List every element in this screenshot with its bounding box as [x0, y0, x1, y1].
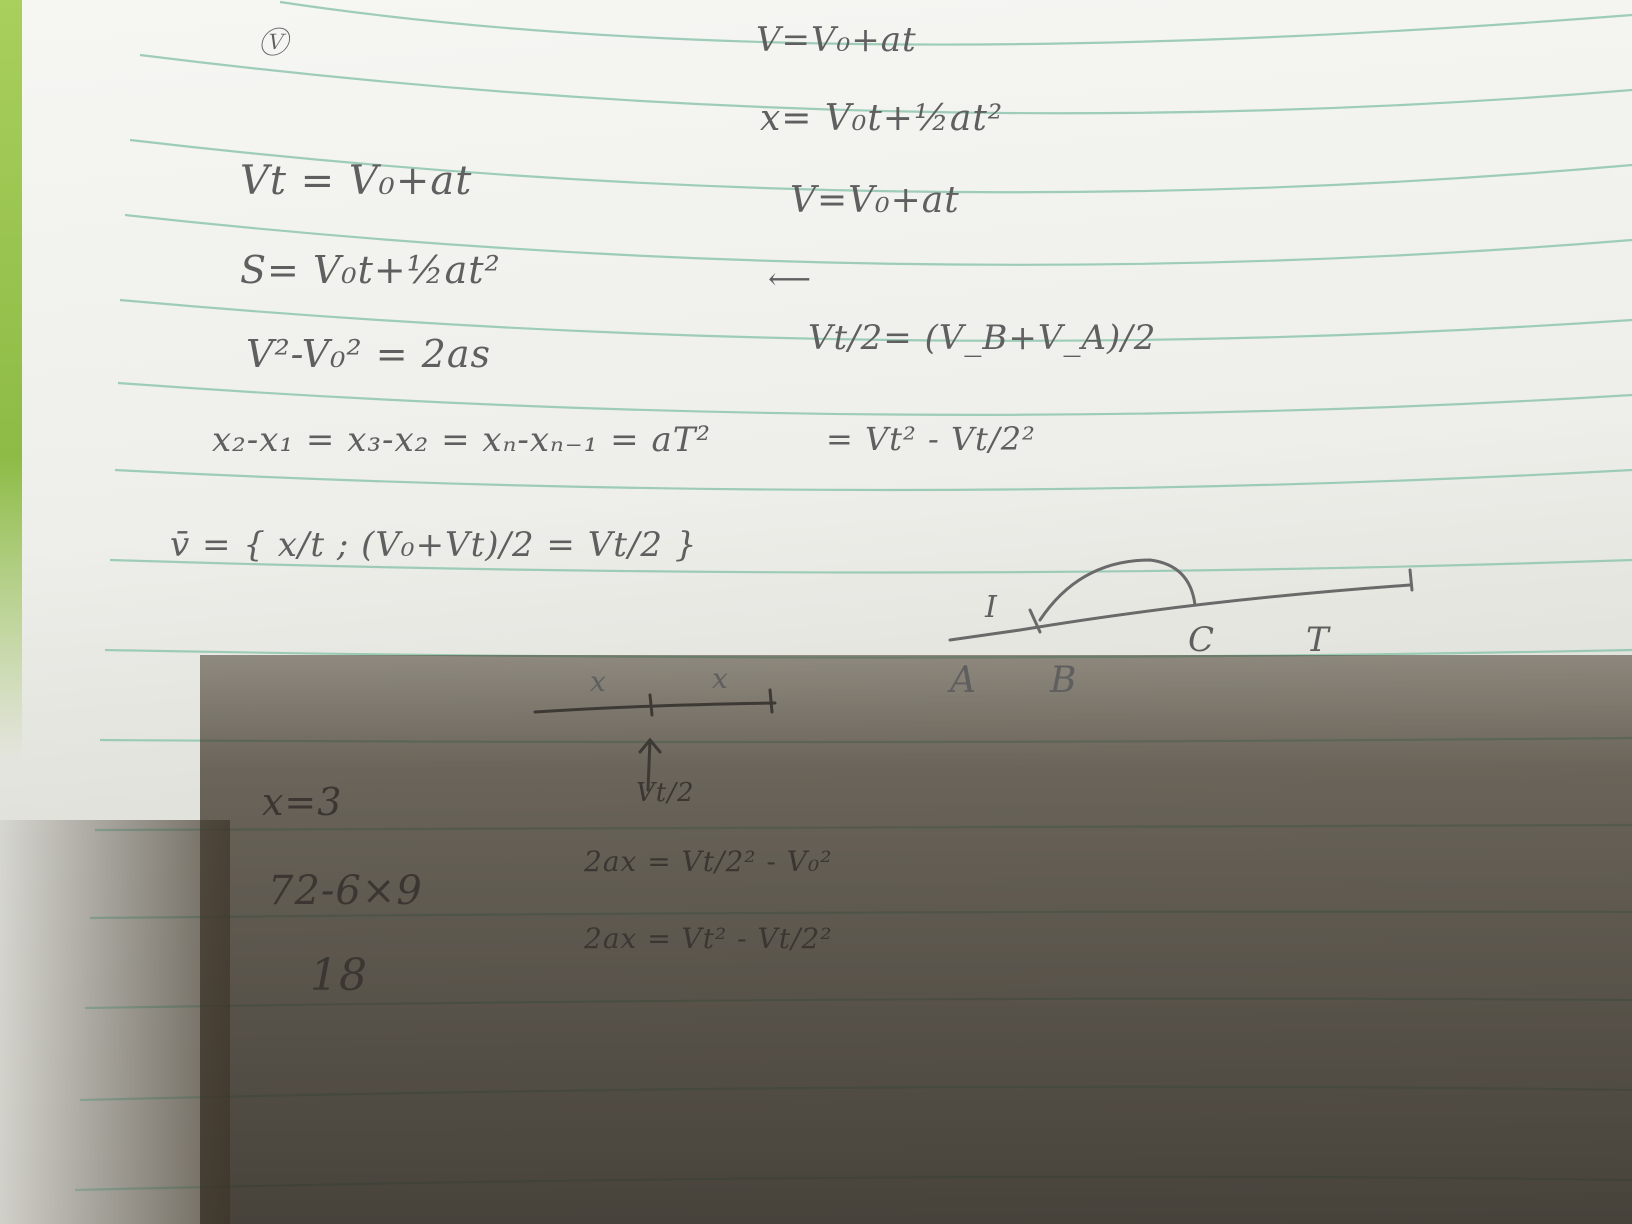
tick-right	[770, 690, 772, 712]
velocity-formula-2: V=V₀+at	[790, 180, 960, 221]
midpoint-position-velocity: = Vt² - Vt/2²	[826, 420, 1036, 458]
equation-2: 2ax = Vt² - Vt/2²	[584, 922, 833, 955]
label-C: C	[1188, 620, 1216, 660]
formula-velocity-squared: V²-V₀² = 2as	[246, 332, 491, 376]
label-T: T	[1306, 620, 1330, 660]
formula-velocity: Vt = V₀+at	[240, 158, 473, 204]
label-B: B	[1050, 660, 1078, 701]
label-x1: x	[590, 665, 607, 698]
midpoint-time-velocity: Vt/2= (V_B+V_A)/2	[808, 318, 1157, 358]
track-line-left	[535, 703, 775, 712]
track-line-right	[950, 585, 1410, 640]
displacement-formula: x= V₀t+½at²	[760, 98, 1004, 139]
arc-trajectory	[1040, 560, 1195, 620]
label-x2: x	[712, 662, 729, 695]
tick-end	[1410, 570, 1412, 590]
label-vt2: Vt/2	[636, 778, 695, 808]
calc-line-2: 72-6×9	[268, 868, 423, 914]
formula-displacement: S= V₀t+½at²	[240, 248, 501, 292]
velocity-formula-top: V=V₀+at	[756, 20, 917, 60]
label-A: A	[950, 660, 977, 701]
label-I: I	[985, 590, 998, 625]
calc-line-3: 18	[310, 950, 368, 1001]
average-velocity: v̄ = { x/t ; (V₀+Vt)/2 = Vt/2 }	[170, 525, 698, 565]
calc-line-1: x=3	[262, 780, 343, 824]
crossed-out-mark: ⟵	[768, 262, 813, 297]
equation-1: 2ax = Vt/2² - V₀²	[584, 845, 833, 878]
formula-consecutive-displacement: x₂-x₁ = x₃-x₂ = xₙ-xₙ₋₁ = aT²	[212, 420, 712, 460]
corner-mark: Ⓥ	[258, 26, 289, 61]
tick-mid	[650, 695, 652, 715]
